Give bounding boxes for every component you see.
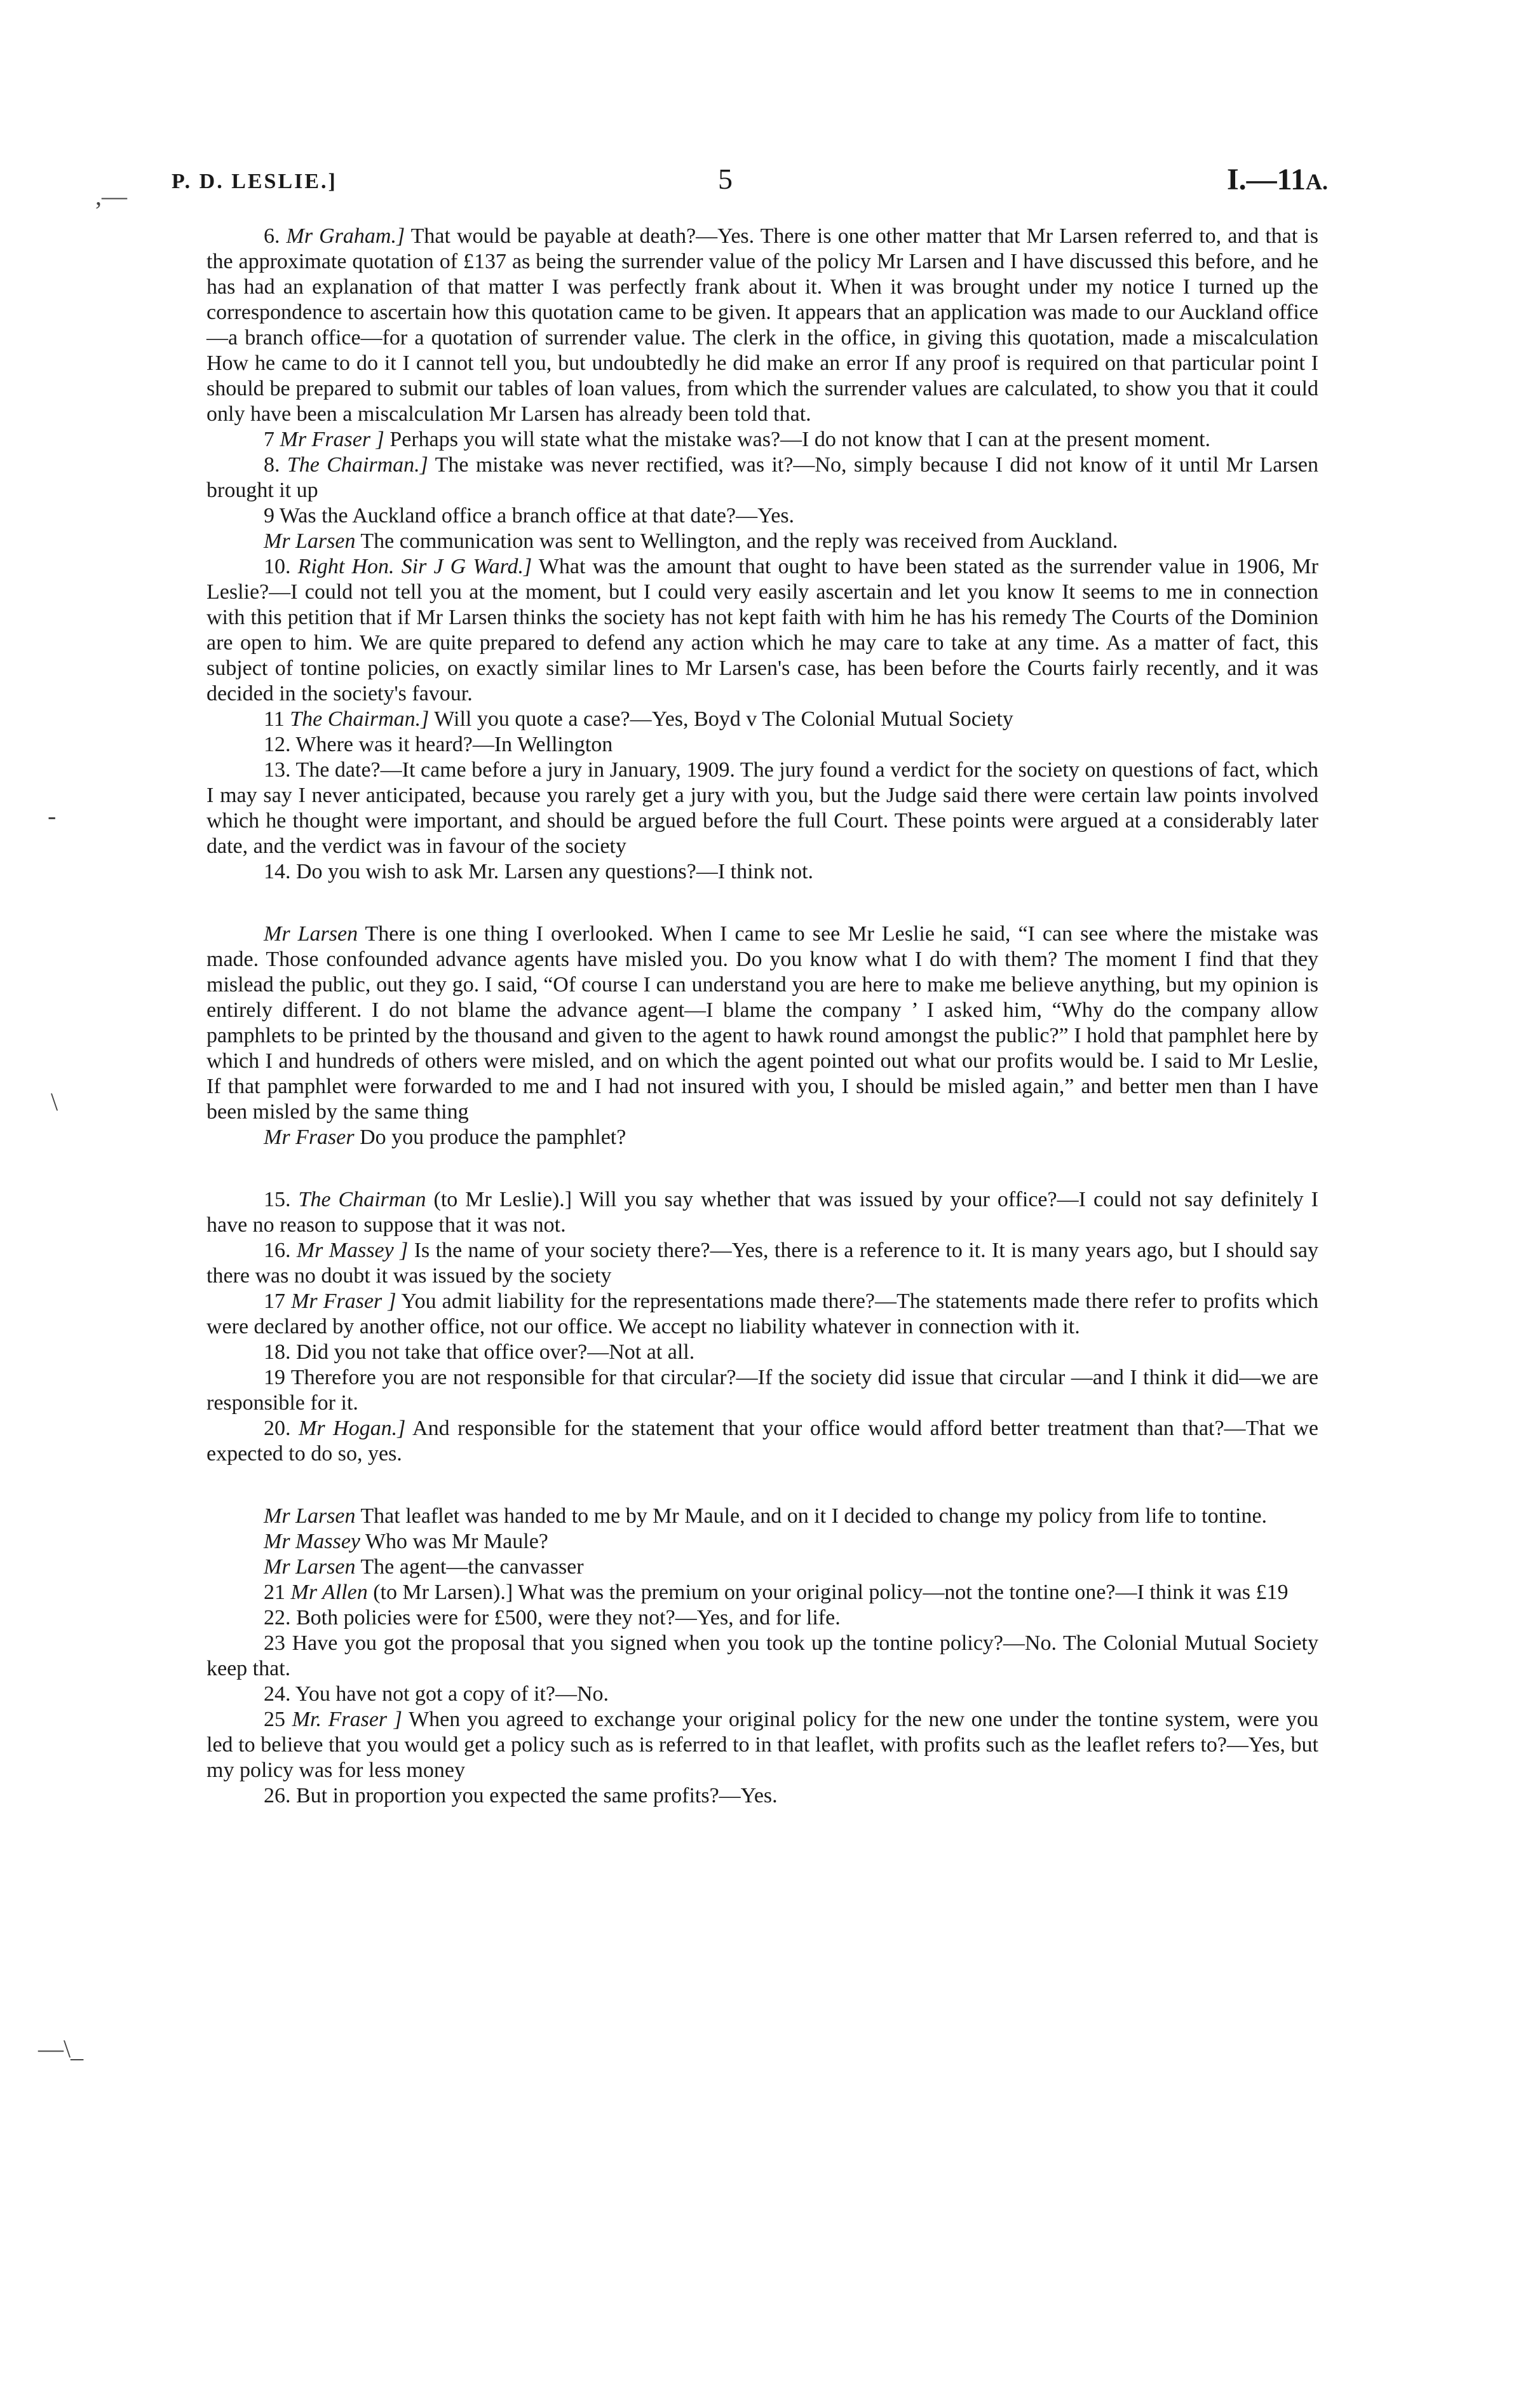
paragraph <box>206 452 1318 503</box>
speaker: Mr Larsen <box>264 922 358 946</box>
paragraph <box>206 1682 1318 1707</box>
paragraph <box>206 1529 1318 1554</box>
paragraph-text: The communication was sent to Wellington, and the reply was received from Auckland. <box>355 529 1118 553</box>
question-number: 8. <box>264 453 280 477</box>
paragraph <box>206 1554 1318 1580</box>
paragraph-text: You have not got a copy of it?—No. <box>295 1682 609 1706</box>
speaker: Mr. Fraser ] <box>292 1708 403 1731</box>
paragraph-text: Both policies were for £500, were they not?—Yes, and for life. <box>296 1606 841 1629</box>
document-body <box>206 224 1318 1809</box>
paragraph-text: The date?—It came before a jury in January, 1909. The jury found a verdict for the society on questions of fact, which I may say I never anticipated, because you rarely get a jury with you, but the Judge said there were certain law points involved which he thought were important, and should be argued before the full Court. These points were argued at a considerably later date, and the verdict was in favour of the society <box>206 758 1318 858</box>
page-number: 5 <box>718 163 733 195</box>
paragraph <box>206 554 1318 707</box>
speaker: Mr Fraser ] <box>280 428 384 451</box>
witness-name: P. D. LESLIE.] <box>172 170 337 193</box>
paragraph-text: The agent—the canvasser <box>355 1555 584 1579</box>
paragraph <box>206 427 1318 452</box>
paragraph-text: Is the name of your society there?—Yes, there is a reference to it. It is many years ago, but I should say there was no doubt it was issued by the society <box>206 1239 1318 1288</box>
question-number: 19 <box>264 1366 285 1389</box>
question-number: 14. <box>264 860 291 883</box>
speaker: Mr Allen <box>290 1581 368 1604</box>
question-number: 18. <box>264 1340 291 1364</box>
paragraph-text: Do you produce the pamphlet? <box>354 1126 626 1149</box>
paragraph-text: You admit liability for the representations made there?—The statements made there refer to profits which were declared by another office, not our office. We accept no liability whatever in connection with it. <box>206 1289 1319 1338</box>
page-header <box>172 162 1328 213</box>
paragraph-text: Will you quote a case?—Yes, Boyd v The Colonial Mutual Society <box>429 707 1013 731</box>
paragraph-text: Have you got the proposal that you signed when you took up the tontine policy?—No. The Colonial Mutual Society keep that. <box>206 1631 1318 1680</box>
paragraph-text: Perhaps you will state what the mistake was?—I do not know that I can at the present moment. <box>384 428 1211 451</box>
paragraph <box>206 1340 1318 1365</box>
paragraph <box>206 1365 1318 1416</box>
paragraph <box>206 1580 1318 1605</box>
margin-mark: - <box>48 801 57 830</box>
question-number: 21 <box>264 1581 285 1604</box>
paragraph <box>206 707 1318 732</box>
paragraph-text: What was the amount that ought to have been stated as the surrender value in 1906, Mr Leslie?—I could not tell you at the moment, but I could very easily ascertain and let you know It seems to me in connection with this petition that if Mr Larsen thinks the society has not kept faith with him he has his remedy The Courts of the Dominion are open to him. We are quite prepared to defend any action which he may care to take at any time. As a matter of fact, this subject of tontine policies, on exactly similar lines to Mr Larsen's case, has been before the Courts fairly recently, and it was decided in the society's favour. <box>206 555 1318 705</box>
paragraph-text: That leaflet was handed to me by Mr Maule, and on it I decided to change my policy from life to tontine. <box>355 1504 1268 1528</box>
question-number: 20. <box>264 1417 291 1440</box>
question-number: 22. <box>264 1606 291 1629</box>
paragraph <box>206 1187 1318 1238</box>
paragraph-text: (to Mr Larsen).] What was the premium on your original policy—not the tontine one?—I think it was £19 <box>367 1581 1289 1604</box>
question-number: 15. <box>264 1188 291 1211</box>
question-number: 26. <box>264 1784 291 1807</box>
paragraph <box>206 224 1318 427</box>
question-number: 13. <box>264 758 291 782</box>
question-number: 25 <box>264 1708 285 1731</box>
question-number: 16. <box>264 1239 291 1262</box>
paragraph-text: Was the Auckland office a branch office at that date?—Yes. <box>279 504 795 527</box>
speaker: Mr Massey ] <box>296 1239 409 1262</box>
question-number: 6. <box>264 224 280 248</box>
paragraph-text: The mistake was never rectified, was it?—No, simply because I did not know of it until Mr Larsen brought it up <box>206 453 1319 502</box>
paragraph-text: But in proportion you expected the same profits?—Yes. <box>296 1784 778 1807</box>
question-number: 23 <box>264 1631 285 1655</box>
paragraph <box>206 922 1318 1125</box>
paragraph <box>206 1504 1318 1529</box>
speaker: Mr Larsen <box>264 529 356 553</box>
speaker: The Chairman.] <box>290 707 430 731</box>
question-number: 12. <box>264 733 291 756</box>
paragraph <box>206 859 1318 885</box>
question-number: 11 <box>264 707 285 731</box>
question-number: 10. <box>264 555 291 578</box>
speaker: Mr Hogan.] <box>299 1417 406 1440</box>
paragraph-text: Who was Mr Maule? <box>360 1530 548 1553</box>
speaker: The Chairman <box>298 1188 426 1211</box>
paragraph <box>206 503 1318 529</box>
paragraph-text: Do you wish to ask Mr. Larsen any questions?—I think not. <box>296 860 814 883</box>
paragraph <box>206 1783 1318 1809</box>
paragraph-text: (to Mr Leslie).] Will you say whether that was issued by your office?—I could not say definitely I have no reason to suppose that it was not. <box>206 1188 1318 1237</box>
question-number: 17 <box>264 1289 285 1313</box>
paragraph-text: When you agreed to exchange your original policy for the new one under the tontine system, were you led to believe that you would get a policy such as is referred to in that leaflet, with profits such as the leaflet refers to?—Yes, but my policy was for less money <box>206 1708 1318 1782</box>
paragraph <box>206 1605 1318 1631</box>
paragraph <box>206 1238 1318 1289</box>
question-number: 24. <box>264 1682 291 1706</box>
speaker: Mr Fraser ] <box>291 1289 396 1313</box>
paragraph-text: That would be payable at death?—Yes. There is one other matter that Mr Larsen referred to, and that is the approximate quotation of £137 as being the surrender value of the policy Mr Larsen and I have discussed this before, and he has had an explanation of that matter I was perfectly frank about it. When it was brought under my notice I turned up the correspondence to ascertain how this quotation came to be given. It appears that an application was made to our Auckland office—a branch office—for a quotation of surrender value. The clerk in the office, in giving this quotation, made a miscalculation How he came to do it I cannot tell you, but undoubtedly he did make an error If any proof is required on that particular point I should be prepared to submit our tables of loan values, from which the surrender values are calculated, to show you that it could only have been a miscalculation Mr Larsen has already been told that. <box>206 224 1319 426</box>
paragraph <box>206 732 1318 758</box>
paragraph <box>206 1631 1318 1682</box>
paragraph-text: Therefore you are not responsible for that circular?—If the society did issue that circular —and I think it did—we are responsible for it. <box>206 1366 1318 1415</box>
paragraph-text: And responsible for the statement that your office would afford better treatment than that?—That we expected to do so, yes. <box>206 1417 1319 1466</box>
paper-reference: I.—11A. <box>1226 163 1328 196</box>
margin-mark: ,— <box>95 182 127 210</box>
margin-mark: \ <box>51 1087 58 1116</box>
question-number: 9 <box>264 504 274 527</box>
paragraph <box>206 1707 1318 1783</box>
speaker: Mr Larsen <box>264 1555 356 1579</box>
paragraph <box>206 758 1318 859</box>
paragraph-text: Where was it heard?—In Wellington <box>295 733 613 756</box>
paragraph <box>206 1125 1318 1150</box>
paragraph-text: Did you not take that office over?—Not at all. <box>296 1340 695 1364</box>
paragraph <box>206 529 1318 554</box>
speaker: The Chairman.] <box>287 453 428 477</box>
speaker: Mr Graham.] <box>286 224 405 248</box>
paragraph <box>206 1416 1318 1467</box>
paragraph <box>206 1289 1318 1340</box>
speaker: Mr Massey <box>264 1530 361 1553</box>
speaker: Right Hon. Sir J G Ward.] <box>297 555 532 578</box>
paragraph-text: There is one thing I overlooked. When I came to see Mr Leslie he said, “I can see where the mistake was made. Those confounded advance agents have misled you. Do you know what I do with them? The moment I find that they mislead the public, out they go. I said, “Of course I can understand you are here to make me believe anything, but my opinion is entirely different. I do not blame the advance agent—I blame the company ’ I asked him, “Why do the company allow pamphlets to be printed by the thousand and given to the agent to hawk round amongst the public?” I hold that pamphlet here by which I and hundreds of others were misled, and on which the agent pointed out what our profits would be. I said to Mr Leslie, If that pamphlet were forwarded to me and I had not insured with you, I should be misled again,” and better men than I have been misled by the same thing <box>206 922 1318 1124</box>
speaker: Mr Fraser <box>264 1126 355 1149</box>
speaker: Mr Larsen <box>264 1504 356 1528</box>
question-number: 7 <box>264 428 274 451</box>
margin-mark: —\_ <box>38 2034 84 2063</box>
